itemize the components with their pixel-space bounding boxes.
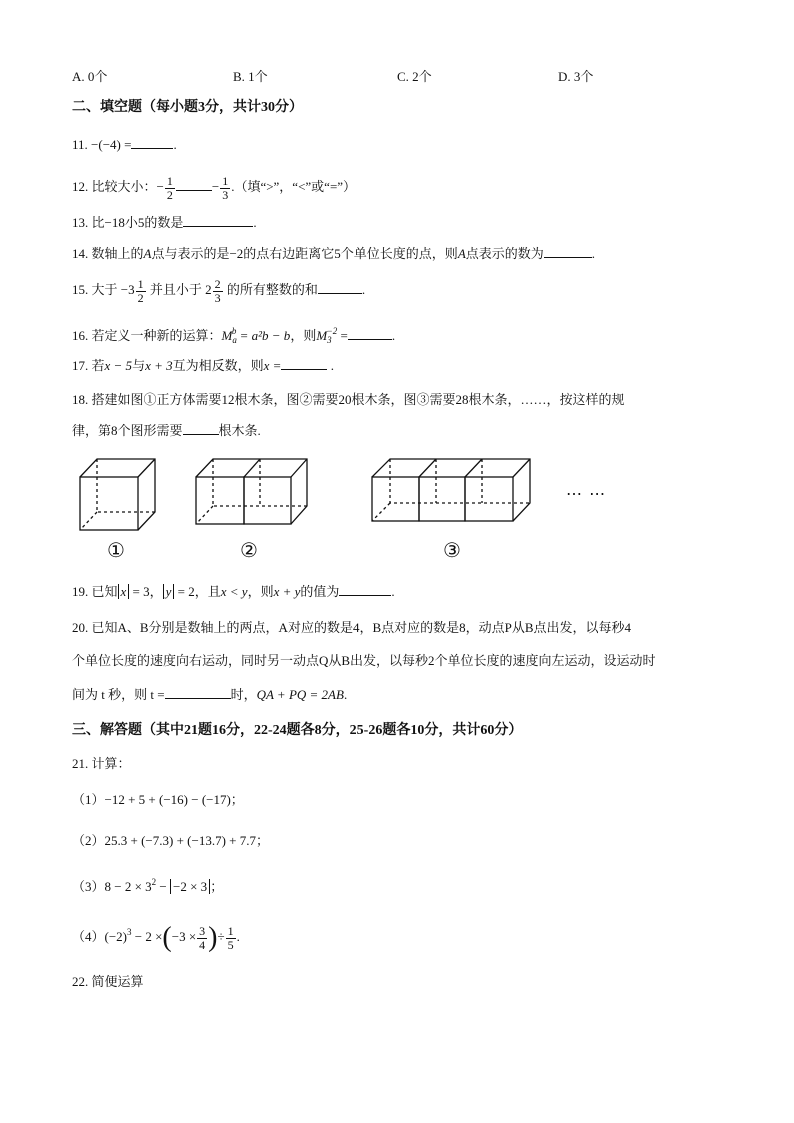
question-number: 19. — [72, 584, 89, 599]
right-paren: ) — [208, 922, 218, 954]
question-21 — [72, 755, 131, 773]
left-paren: ( — [162, 922, 172, 954]
q14-text: 点与表示的是−2的点右边距离它5个单位长度的点，则 — [151, 246, 458, 261]
absolute-value-x: x — [118, 584, 130, 599]
section-2-heading: 二、填空题（每小题3分，共计30分） — [72, 100, 303, 115]
q21-text: （4）(−2) — [72, 929, 127, 944]
ellipsis: … … — [566, 480, 607, 499]
q21-text: （3）8 − 2 × 3 — [72, 879, 152, 894]
absolute-value: −2 × 3 — [170, 879, 210, 894]
fraction — [165, 175, 175, 202]
figure-1-cube — [80, 459, 155, 530]
figure-3-label: ③ — [443, 538, 461, 562]
q15-text: 的所有整数的和 — [223, 282, 318, 297]
fraction — [226, 925, 236, 952]
question-11 — [72, 136, 177, 154]
answer-blank[interactable] — [176, 178, 212, 191]
expression: x + y — [273, 584, 301, 599]
figure-1-label: ① — [107, 538, 125, 562]
period: . — [361, 282, 366, 297]
period: . — [343, 687, 348, 702]
question-15 — [72, 275, 365, 305]
denominator: 3 — [214, 290, 221, 305]
question-12 — [72, 172, 356, 202]
q14-text: 点表示的数为 — [465, 246, 544, 261]
q21-text: ； — [210, 879, 224, 894]
q21-part-2: （2）25.3 + (−7.3) + (−13.7) + 7.7； — [72, 833, 269, 848]
q21-title: 计算： — [91, 756, 131, 771]
absolute-value-y: y — [163, 584, 175, 599]
expression: x + 3 — [145, 358, 173, 373]
question-number: 21. — [72, 756, 89, 771]
numerator: 1 — [222, 173, 229, 188]
expression: x − 5 — [104, 358, 133, 373]
figure-2-label: ② — [240, 538, 258, 562]
q11-expression: −(−4) = — [91, 137, 132, 152]
period: . — [391, 584, 395, 599]
q16-text: 若定义一种新的运算： — [91, 328, 222, 343]
q21-part-4 — [72, 915, 240, 955]
fraction — [220, 175, 230, 202]
question-number: 20. — [72, 620, 89, 635]
question-20-line-1 — [72, 619, 631, 637]
q18-text: 律，第8个图形需要 — [72, 423, 183, 438]
question-number: 22. — [72, 974, 89, 989]
q19-text: 的值为 — [300, 584, 340, 599]
period: . — [391, 328, 396, 343]
question-20-line-3 — [72, 686, 347, 704]
q20-text: 间为 t 秒，则 t = — [72, 687, 165, 702]
minus-sign: − — [211, 179, 220, 194]
denominator: 2 — [166, 187, 173, 202]
q21-text: −3 × — [171, 929, 197, 944]
numerator: 1 — [166, 173, 173, 188]
question-number: 13. — [72, 215, 89, 230]
q19-text: = 2，且 — [177, 584, 221, 599]
q20-text: 已知A、B分别是数轴上的两点，A对应的数是4，B点对应的数是8，动点P从B点出发，以每秒4 — [91, 620, 632, 635]
point-a: A — [457, 246, 466, 261]
period: . — [173, 137, 177, 152]
question-number: 15. — [72, 282, 89, 297]
denominator: 4 — [199, 937, 206, 952]
q16-text: ，则 — [290, 328, 317, 343]
section-3-heading: 三、解答题（其中21题16分，22-24题各8分，25-26题各10分，共计60分） — [72, 723, 523, 738]
q13-text: 比−18小5的数是 — [91, 215, 184, 230]
question-13 — [72, 214, 257, 232]
period: . — [330, 358, 334, 373]
q21-part-3 — [72, 873, 223, 896]
denominator: 5 — [227, 937, 234, 952]
answer-blank[interactable] — [131, 136, 173, 149]
q14-text: 数轴上的 — [91, 246, 144, 261]
fraction — [136, 278, 146, 305]
point-a: A — [143, 246, 152, 261]
operator-m-instance: $M_3^{-2}$ — [316, 326, 338, 345]
question-number: 17. — [72, 358, 89, 373]
question-19 — [72, 583, 395, 601]
q17-text: 互为相反数，则 — [172, 358, 264, 373]
option-c: C. 2个 — [397, 69, 432, 84]
question-16 — [72, 322, 395, 349]
operator-definition: = a²b − b — [239, 328, 291, 343]
option-a: A. 0个 — [72, 69, 108, 84]
answer-blank[interactable] — [318, 281, 362, 294]
q19-text: = 3， — [132, 584, 163, 599]
answer-blank[interactable] — [339, 583, 391, 596]
period: . — [591, 246, 596, 261]
exponent: 3 — [127, 927, 132, 937]
q17-text: 与 — [132, 358, 146, 373]
answer-blank[interactable] — [165, 686, 231, 699]
q22-title: 简便运算 — [91, 974, 144, 989]
figure-3-cubes — [372, 459, 530, 521]
period: . — [236, 929, 240, 944]
equation: QA + PQ = 2AB — [256, 687, 344, 702]
period: . — [253, 215, 257, 230]
question-18-line-1 — [72, 391, 625, 409]
numerator: 1 — [137, 276, 144, 291]
operator-m: $M_a^b$ — [221, 326, 237, 345]
numerator: 1 — [227, 923, 234, 938]
numerator: 3 — [199, 923, 206, 938]
q20-text: 时， — [230, 687, 257, 702]
q21-part-1: （1）−12 + 5 + (−16) − (−17)； — [72, 792, 244, 807]
question-22 — [72, 973, 144, 991]
denominator: 2 — [137, 290, 144, 305]
answer-blank[interactable] — [544, 245, 592, 258]
q19-text: 已知 — [91, 584, 118, 599]
fraction — [213, 278, 223, 305]
question-14 — [72, 245, 595, 263]
question-number: 18. — [72, 392, 89, 407]
q15-text: 并且小于 2 — [146, 282, 212, 297]
answer-blank[interactable] — [348, 327, 392, 340]
equals: = — [340, 328, 348, 343]
answer-blank[interactable] — [281, 357, 327, 370]
variable-x: x = — [263, 358, 282, 373]
condition: x < y — [220, 584, 248, 599]
exponent: 2 — [151, 877, 157, 887]
q12-suffix: .（填“>”，“<”或“=”） — [231, 179, 357, 194]
figure-2-cubes — [196, 459, 307, 524]
numerator: 2 — [214, 276, 221, 291]
question-18-line-2 — [72, 422, 261, 440]
q19-text: ，则 — [247, 584, 274, 599]
question-20-line-2: 个单位长度的速度向右运动，同时另一动点Q从B出发，以每秒2个单位长度的速度向左运动，设运动时 — [72, 653, 656, 668]
option-b: B. 1个 — [233, 69, 268, 84]
question-number: 11. — [72, 137, 88, 152]
q18-text: 搭建如图①正方体需要12根木条，图②需要20根木条，图③需要28根木条，……，按这样的规 — [91, 392, 625, 407]
question-number: 14. — [72, 246, 89, 261]
q21-text: − — [156, 879, 171, 894]
q12-prefix: 比较大小：− — [91, 179, 164, 194]
question-17 — [72, 357, 334, 375]
question-number: 16. — [72, 328, 89, 343]
q15-text: 大于 −3 — [91, 282, 135, 297]
fraction — [197, 925, 207, 952]
option-d: D. 3个 — [558, 69, 594, 84]
denominator: 3 — [222, 187, 229, 202]
q21-text: − 2 × — [131, 929, 163, 944]
answer-blank[interactable] — [183, 422, 219, 435]
answer-blank[interactable] — [183, 214, 253, 227]
q18-text: 根木条. — [218, 423, 261, 438]
division-sign: ÷ — [217, 929, 225, 944]
q17-text: 若 — [91, 358, 105, 373]
cube-figures — [0, 440, 794, 540]
question-number: 12. — [72, 179, 89, 194]
